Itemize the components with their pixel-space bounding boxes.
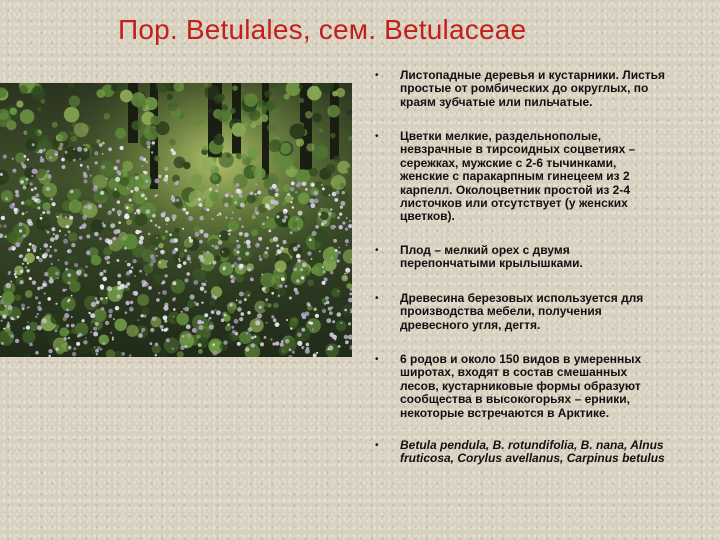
bullet-line: карпелл. Околоцветник простой из 2-4 — [400, 182, 631, 197]
bullet-line: широтах, входят в состав смешанных — [400, 365, 628, 380]
bullet-item — [370, 130, 635, 224]
bullet-marker: • — [375, 245, 379, 256]
bullet-line: Betula pendula, B. rotundifolia, B. nana, Alnus — [400, 438, 664, 452]
bullet-item — [370, 244, 583, 271]
bullet-marker: • — [375, 70, 379, 81]
bullet-line: Листопадные деревья и кустарники. Листья — [400, 68, 665, 82]
bullet-line: невзрачные в тирсоидных соцветиях – — [400, 142, 636, 157]
bullet-line: женские с паракарпным гинецеем из 2 — [400, 169, 630, 184]
bullet-line: fruticosa, Corylus avellanus, Carpinus betulus — [400, 451, 665, 466]
bullet-text — [400, 292, 643, 332]
bullet-line: простые от ромбических до округлых, по — [400, 81, 649, 96]
bullet-text — [400, 244, 583, 271]
slide-title: Пор. Betulales, сем. Betulaceae — [118, 14, 527, 45]
bullet-line: Древесина березовых используется для — [400, 291, 644, 305]
bullet-line: Плод – мелкий орех с двумя — [400, 243, 570, 257]
bullet-line: сообщества в высокогорьях – ерники, — [400, 392, 630, 407]
forest-photo — [0, 83, 352, 357]
bullet-item — [370, 292, 643, 332]
bullet-marker: • — [375, 131, 379, 142]
bullet-line: краям зубчатые или пильчатые. — [400, 94, 593, 109]
bullet-item — [370, 439, 665, 466]
bullet-text — [400, 130, 635, 224]
bullet-line: лесов, кустарниковые формы образуют — [400, 378, 641, 393]
bullet-line: древесного угля, дегтя. — [400, 317, 541, 332]
bullet-line: некоторые встречаются в Арктике. — [400, 405, 610, 420]
bullet-marker: • — [375, 440, 379, 451]
bullet-item — [370, 69, 665, 109]
bullet-line: цветков). — [400, 209, 455, 224]
bullet-text — [400, 69, 665, 109]
bullet-marker: • — [375, 293, 379, 304]
bullet-text — [400, 353, 641, 420]
bullet-marker: • — [375, 354, 379, 365]
bullet-line: листочков или отсутствует (у женских — [400, 196, 628, 211]
bullet-line: 6 родов и около 150 видов в умеренных — [400, 352, 642, 366]
bullet-text — [400, 439, 665, 466]
bullet-line: сережках, мужские с 2-6 тычинками, — [400, 155, 617, 170]
bullet-line: Цветки мелкие, раздельнополые, — [400, 129, 602, 143]
bullet-item — [370, 353, 641, 420]
bullet-line: производства мебели, получения — [400, 304, 602, 319]
bullet-line: перепончатыми крылышками. — [400, 256, 583, 271]
